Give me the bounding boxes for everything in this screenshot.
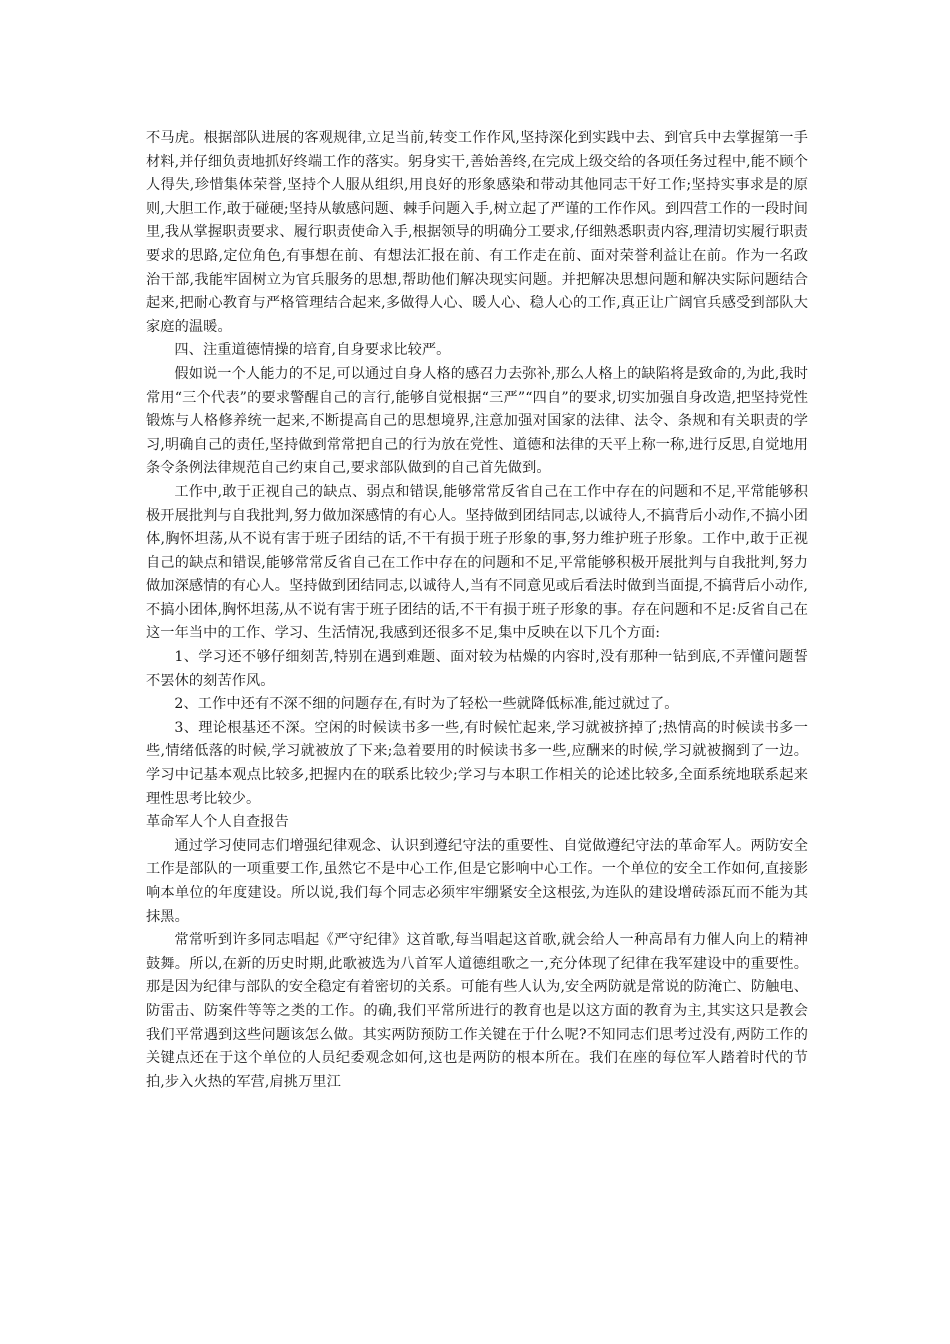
- report-title: 革命军人个人自查报告: [146, 814, 289, 831]
- list-item-theory: 3、理论根基还不深。空闲的时候读书多一些,有时候忙起来,学习就被挤掉了;热情高的时候读书多一些,情绪低落的时候,学习就被放了下来;急着要用的时候读书多一些,应酬来的时候,学习就被搁到了一边。学习中记基本观点比较多,把握内在的联系比较少;学习与本职工作相关的论述比较多,全面系统地联系起来理性思考比较少。: [146, 719, 808, 807]
- list-item-work: 2、工作中还有不深不细的问题存在,有时为了轻松一些就降低标准,能过就过了。: [174, 696, 679, 713]
- paragraph-discipline-safety: 通过学习使同志们增强纪律观念、认识到遵纪守法的重要性、自觉做遵纪守法的革命军人。两防安全工作是部队的一项重要工作,虽然它不是中心工作,但是它影响中心工作。一个单位的安全工作如何,直接影响本单位的年度建设。所以说,我们每个同志必须牢牢绷紧安全这根弦,为连队的建设增砖添瓦而不能为其抹黑。: [146, 837, 808, 925]
- paragraph-continued-work-style: 不马虎。根据部队进展的客观规律,立足当前,转变工作作风,坚持深化到实践中去、到官兵中去掌握第一手材料,并仔细负责地抓好终端工作的落实。躬身实干,善始善终,在完成上级交给的各项任务过程中,能不顾个人得失,珍惜集体荣誉,坚持个人服从组织,用良好的形象感染和带动其他同志干好工作;坚持实事求是的原则,大胆工作,敢于碰硬;坚持从敏感问题、棘手问题入手,树立起了严谨的工作作风。到四营工作的一段时间里,我从掌握职责要求、履行职责使命入手,根据领导的明确分工要求,仔细熟悉职责内容,理清切实履行职责要求的思路,定位角色,有事想在前、有想法汇报在前、有工作走在前、面对荣誉利益让在前。作为一名政治干部,我能牢固树立为官兵服务的思想,帮助他们解决现实问题。并把解决思想问题和解决实际问题结合起来,把耐心教育与严格管理结合起来,多做得人心、暖人心、稳人心的工作,真正让广阔官兵感受到部队大家庭的温暖。: [146, 130, 808, 335]
- list-item-study: 1、学习还不够仔细刻苦,特别在遇到难题、面对较为枯燥的内容时,没有那种一钻到底,不弄懂问题誓不罢休的刻苦作风。: [146, 649, 808, 689]
- paragraph-self-criticism: 工作中,敢于正视自己的缺点、弱点和错误,能够常常反省自己在工作中存在的问题和不足,平常能够积极开展批判与自我批判,努力做加深感情的有心人。坚持做到团结同志,以诚待人,不搞背后小动作,不搞小团体,胸怀坦荡,从不说有害于班子团结的话,不干有损于班子形象的事,努力维护班子形象。工作中,敢于正视自己的缺点和错误,能够常常反省自己在工作中存在的问题和不足,平常能够积极开展批判与自我批判,努力做加深感情的有心人。坚持做到团结同志,以诚待人,当有不同意见或后看法时做到当面提,不搞背后小动作,不搞小团体,胸怀坦荡,从不说有害于班子团结的话,不干有损于班子形象的事。存在问题和不足:反省自己在这一年当中的工作、学习、生活情况,我感到还很多不足,集中反映在以下几个方面:: [146, 483, 808, 642]
- paragraph-discipline-song: 常常听到许多同志唱起《严守纪律》这首歌,每当唱起这首歌,就会给人一种高昂有力催人向上的精神鼓舞。所以,在新的历史时期,此歌被选为八首军人道德组歌之一,充分体现了纪律在我军建设中的重要性。那是因为纪律与部队的安全稳定有着密切的关系。可能有些人认为,安全两防就是常说的防淹亡、防触电、防雷击、防案件等等之类的工作。的确,我们平常所进行的教育也是以这方面的教育为主,其实这只是教会我们平常遇到这些问题该怎么做。其实两防预防工作关键在于什么呢?不知同志们思考过没有,两防工作的关键点还在于这个单位的人员纪委观念如何,这也是两防的根本所在。我们在座的每位军人踏着时代的节拍,步入火热的军营,肩挑万里江: [146, 932, 808, 1090]
- section-heading-moral-cultivation: 四、注重道德情操的培育,自身要求比较严。: [174, 342, 451, 359]
- document-page: [146, 127, 808, 1094]
- paragraph-personality-and-law: 假如说一个人能力的不足,可以通过自身人格的感召力去弥补,那么人格上的缺陷将是致命的,为此,我时常用“三个代表”的要求警醒自己的言行,能够自觉根据“三严”“四自”的要求,切实加强自身改造,把坚持党性锻炼与人格修养统一起来,不断提高自己的思想境界,注意加强对国家的法律、法令、条规和有关职责的学习,明确自己的责任,坚持做到常常把自己的行为放在党性、道德和法律的天平上称一称,进行反思,自觉地用条令条例法律规范自己约束自己,要求部队做到的自己首先做到。: [146, 365, 808, 477]
